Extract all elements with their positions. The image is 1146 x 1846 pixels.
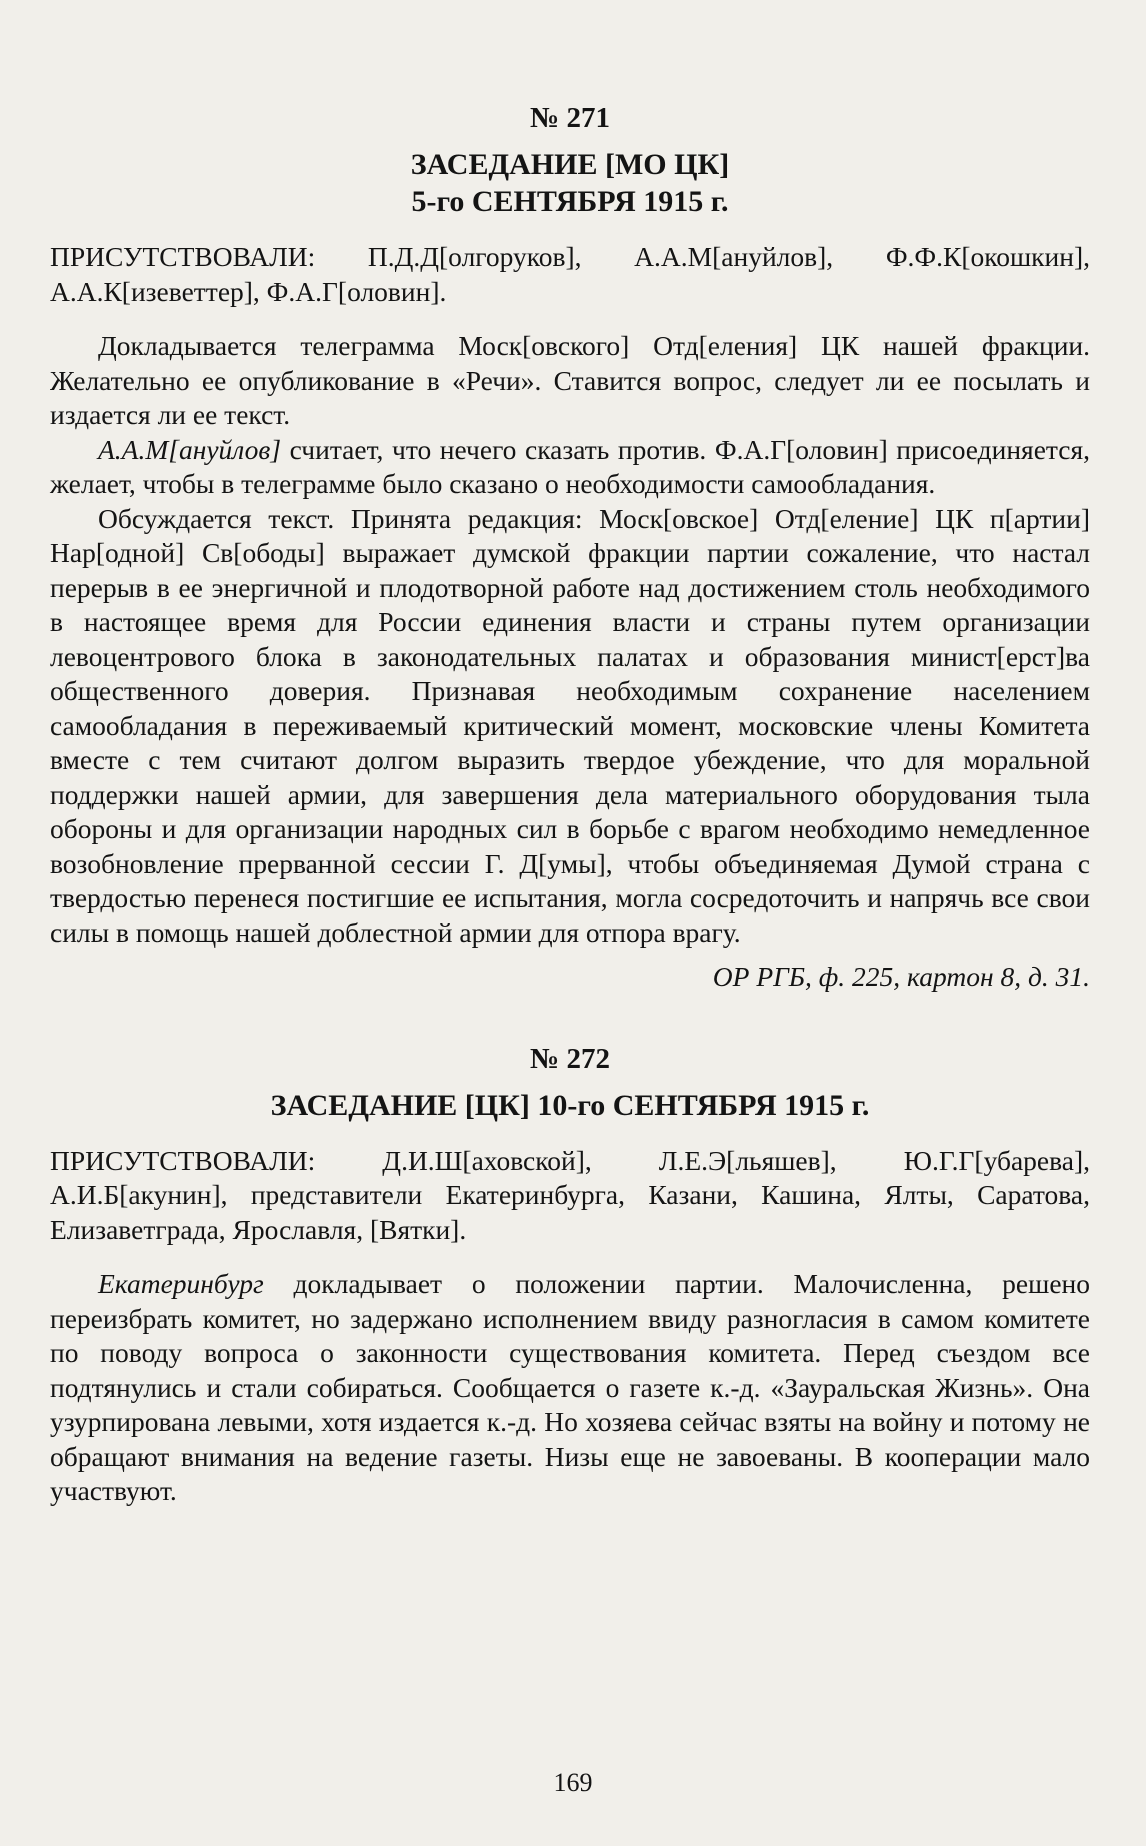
paragraph-272-1 <box>50 1267 1090 1509</box>
page-number: 169 <box>553 1768 593 1797</box>
document-number-272: № 272 <box>530 1042 610 1075</box>
document-title-271-line2: 5-го СЕНТЯБРЯ 1915 г. <box>411 185 729 218</box>
archive-source-271: ОР РГБ, ф. 225, картон 8, д. 31. <box>712 961 1090 992</box>
document-title-271-line1: ЗАСЕДАНИЕ [МО ЦК] <box>410 148 730 181</box>
paragraph-271-2 <box>50 433 1090 502</box>
attendees-271: ПРИСУТСТВОВАЛИ: П.Д.Д[олгоруков], А.А.М[ануйлов], Ф.Ф.К[окошкин], А.А.К[изеветтер], Ф.А.Г[оловин]. <box>50 241 1090 307</box>
paragraph-271-3: Обсуждается текст. Принята редакция: Моск[овское] Отд[еление] ЦК п[артии] Нар[одной] Св[ободы] выражает думской фракции партии сожаление, что настал перерыв в ее энергичной и плодотворной работе над достижением столь необходимого в настоящее время для России единения власти и страны путем организации левоцентрового блока в законодательных палатах и образования минист[ерст]ва общественного доверия. Признавая необходимым сохранение населением самообладания в переживаемый критический момент, московские члены Комитета вместе с тем считают долгом выразить твердое убеждение, что для моральной поддержки нашей армии, для завершения дела материального оборудования тыла обороны и для организации народных сил в борьбе с врагом необходимо немедленное возобновление прерванной сессии Г. Д[умы], чтобы объединяемая Думой страна с твердостью перенеся постигшие ее испытания, могла сосредоточить и напрячь все свои силы в помощь нашей доблестной армии для отпора врагу. <box>50 502 1090 948</box>
document-title-272: ЗАСЕДАНИЕ [ЦК] 10-го СЕНТЯБРЯ 1915 г. <box>270 1088 870 1122</box>
paragraph-272-1-text: докладывает о положении партии. Малочисленна, решено переизбрать комитет, но задержано исполнением ввиду разногласия в самом комитете по поводу вопроса о законности существования комитета. Перед съездом все подтянулись и стали собираться. Сообщается о газете к.-д. «Зауральская Жизнь». Она узурпирована левыми, хотя издается к.-д. Но хозяева сейчас взяты на войну и потому не обращают внимания на ведение газеты. Низы еще не завоеваны. В кооперации мало участвуют. <box>50 1268 1090 1506</box>
speaker-name: А.А.М[ануйлов] <box>98 433 282 465</box>
paragraph-271-2-text: считает, что нечего сказать против. Ф.А.Г[оловин] присоединяется, желает, чтобы в телеграмме было сказано о необходимости самообладания. <box>50 433 1090 499</box>
document-number-271: № 271 <box>530 102 610 134</box>
speaker-city: Екатеринбург <box>98 1268 264 1299</box>
paragraph-271-1: Докладывается телеграмма Моск[овского] Отд[еления] ЦК нашей фракции. Желательно ее опубликование в «Речи». Ставится вопрос, следует ли ее посылать и издается ли ее текст. <box>50 330 1090 430</box>
attendees-272: ПРИСУТСТВОВАЛИ: Д.И.Ш[аховской], Л.Е.Э[льяшев], Ю.Г.Г[убарева], А.И.Б[акунин], представители Екатеринбурга, Казани, Кашина, Ялты, Саратова, Елизаветграда, Ярославля, [Вятки]. <box>50 1144 1090 1245</box>
